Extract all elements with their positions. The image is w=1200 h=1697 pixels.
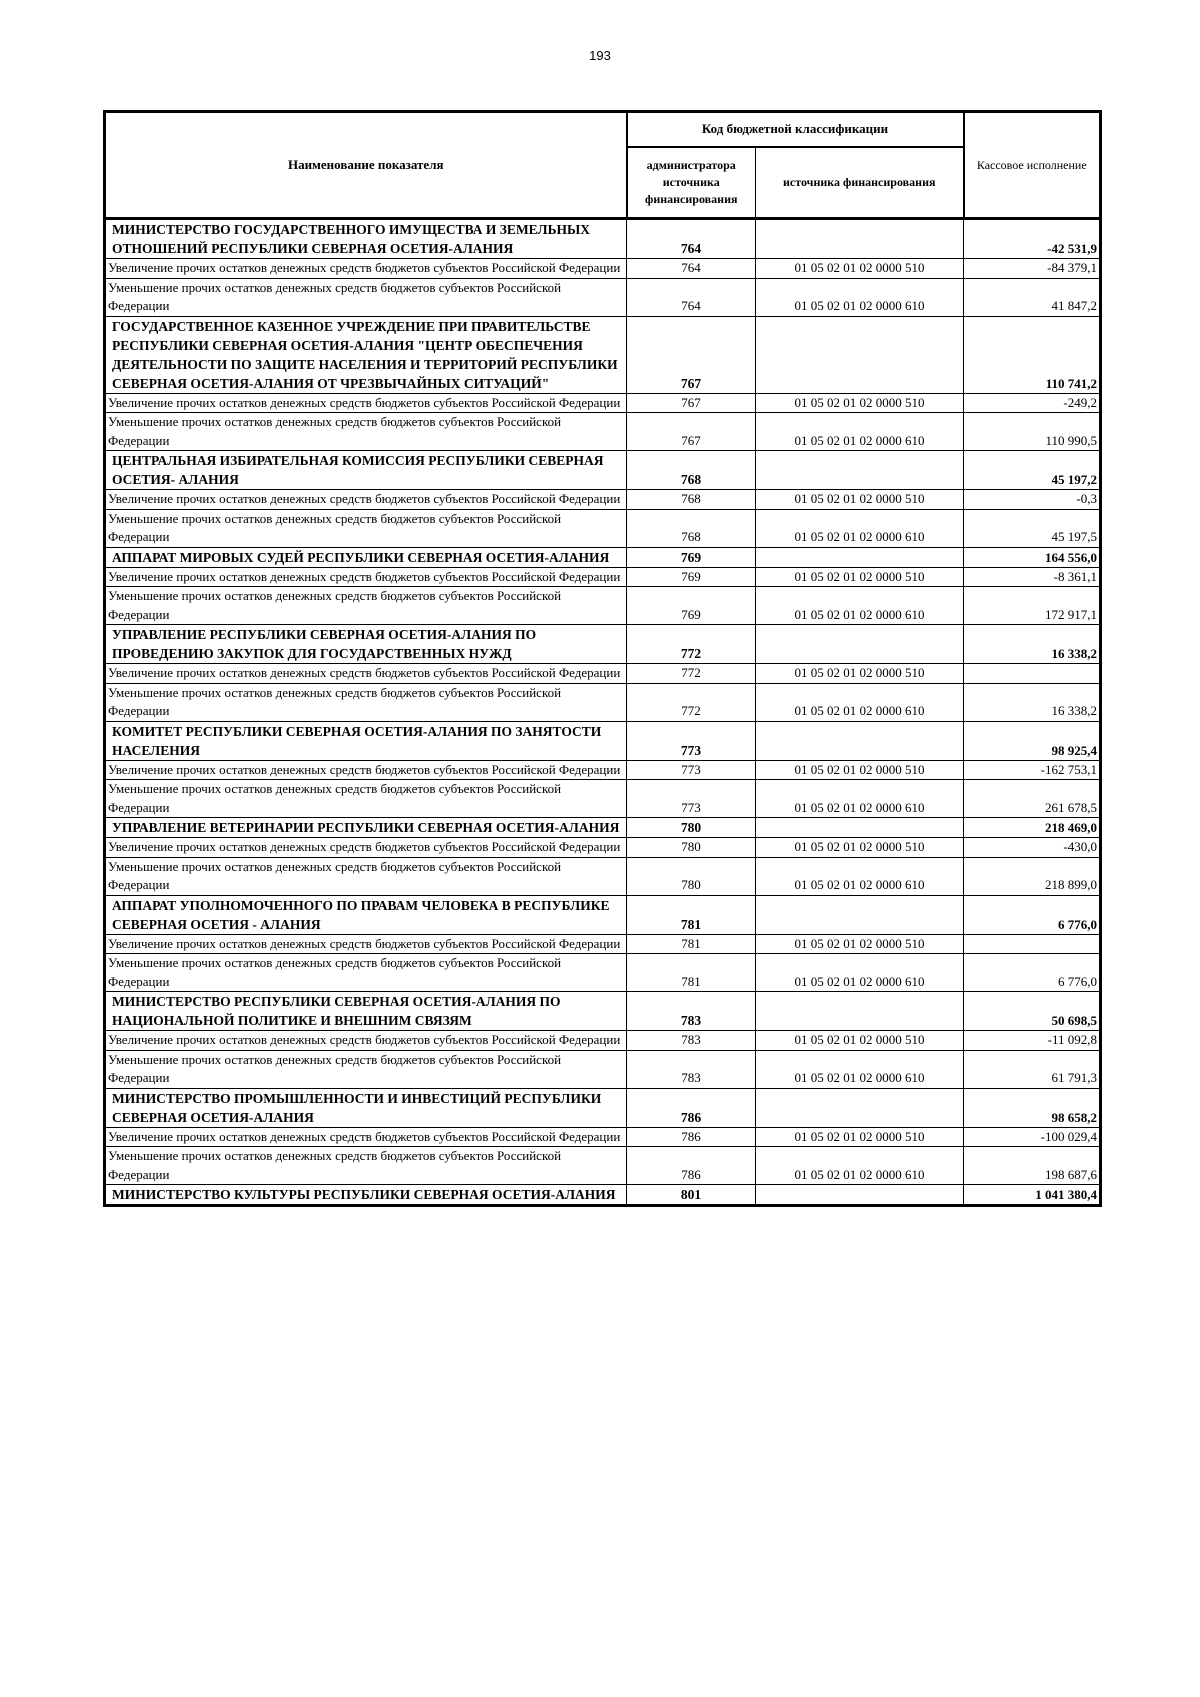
cell-indicator-name: Увеличение прочих остатков денежных средств бюджетов субъектов Российской Федерации	[105, 1031, 627, 1051]
cell-cash-execution: -11 092,8	[964, 1031, 1101, 1051]
cell-source-code: 01 05 02 01 02 0000 510	[756, 934, 964, 954]
cell-indicator-name: МИНИСТЕРСТВО КУЛЬТУРЫ РЕСПУБЛИКИ СЕВЕРНАЯ ОСЕТИЯ-АЛАНИЯ	[105, 1185, 627, 1206]
table-row-operation	[105, 393, 1101, 413]
cell-administrator-code: 772	[627, 625, 756, 664]
cell-indicator-name: Уменьшение прочих остатков денежных средств бюджетов субъектов Российской Федерации	[105, 278, 627, 316]
header-classification-code: Код бюджетной классификации	[627, 112, 964, 147]
table-row-operation	[105, 857, 1101, 895]
table-row-organization	[105, 451, 1101, 490]
cell-administrator-code: 764	[627, 278, 756, 316]
cell-administrator-code: 786	[627, 1127, 756, 1147]
budget-execution-table	[103, 110, 1102, 1207]
cell-cash-execution: 98 658,2	[964, 1088, 1101, 1127]
cell-indicator-name: Уменьшение прочих остатков денежных средств бюджетов субъектов Российской Федерации	[105, 780, 627, 818]
table-row-operation	[105, 413, 1101, 451]
cell-source-code: 01 05 02 01 02 0000 610	[756, 954, 964, 992]
cell-indicator-name: Уменьшение прочих остатков денежных средств бюджетов субъектов Российской Федерации	[105, 1050, 627, 1088]
table-row-organization	[105, 316, 1101, 393]
table-row-operation	[105, 278, 1101, 316]
cell-administrator-code: 772	[627, 664, 756, 684]
cell-administrator-code: 783	[627, 1031, 756, 1051]
cell-source-code	[756, 1088, 964, 1127]
cell-cash-execution: 6 776,0	[964, 895, 1101, 934]
cell-cash-execution: -0,3	[964, 490, 1101, 510]
table-row-operation	[105, 1127, 1101, 1147]
header-source-code: источника финансирования	[756, 147, 964, 219]
header-administrator-code: администратора источника финансирования	[627, 147, 756, 219]
cell-indicator-name: Уменьшение прочих остатков денежных средств бюджетов субъектов Российской Федерации	[105, 1147, 627, 1185]
cell-source-code: 01 05 02 01 02 0000 610	[756, 587, 964, 625]
table-row-operation	[105, 683, 1101, 721]
table-row-operation	[105, 838, 1101, 858]
cell-cash-execution: -162 753,1	[964, 760, 1101, 780]
cell-source-code: 01 05 02 01 02 0000 610	[756, 1050, 964, 1088]
cell-administrator-code: 780	[627, 857, 756, 895]
cell-indicator-name: Уменьшение прочих остатков денежных средств бюджетов субъектов Российской Федерации	[105, 587, 627, 625]
cell-indicator-name: Уменьшение прочих остатков денежных средств бюджетов субъектов Российской Федерации	[105, 683, 627, 721]
cell-administrator-code: 767	[627, 413, 756, 451]
cell-indicator-name: Уменьшение прочих остатков денежных средств бюджетов субъектов Российской Федерации	[105, 857, 627, 895]
cell-administrator-code: 768	[627, 490, 756, 510]
table-row-operation	[105, 1031, 1101, 1051]
cell-administrator-code: 781	[627, 895, 756, 934]
cell-cash-execution: -42 531,9	[964, 219, 1101, 259]
cell-indicator-name: Уменьшение прочих остатков денежных средств бюджетов субъектов Российской Федерации	[105, 509, 627, 547]
cell-indicator-name: МИНИСТЕРСТВО ПРОМЫШЛЕННОСТИ И ИНВЕСТИЦИЙ РЕСПУБЛИКИ СЕВЕРНАЯ ОСЕТИЯ-АЛАНИЯ	[105, 1088, 627, 1127]
cell-cash-execution: 261 678,5	[964, 780, 1101, 818]
cell-indicator-name: УПРАВЛЕНИЕ ВЕТЕРИНАРИИ РЕСПУБЛИКИ СЕВЕРНАЯ ОСЕТИЯ-АЛАНИЯ	[105, 818, 627, 838]
table-row-organization	[105, 895, 1101, 934]
cell-administrator-code: 780	[627, 818, 756, 838]
table-row-operation	[105, 934, 1101, 954]
page-number: 193	[589, 48, 611, 63]
cell-cash-execution: 50 698,5	[964, 992, 1101, 1031]
cell-source-code: 01 05 02 01 02 0000 510	[756, 838, 964, 858]
cell-cash-execution: 45 197,2	[964, 451, 1101, 490]
cell-administrator-code: 764	[627, 259, 756, 279]
cell-cash-execution: -249,2	[964, 393, 1101, 413]
table-row-operation	[105, 259, 1101, 279]
cell-administrator-code: 783	[627, 1050, 756, 1088]
cell-cash-execution: -430,0	[964, 838, 1101, 858]
cell-administrator-code: 801	[627, 1185, 756, 1206]
cell-source-code: 01 05 02 01 02 0000 610	[756, 857, 964, 895]
table-row-operation	[105, 954, 1101, 992]
table-row-operation	[105, 760, 1101, 780]
cell-source-code: 01 05 02 01 02 0000 510	[756, 490, 964, 510]
cell-source-code	[756, 547, 964, 567]
table-row-organization	[105, 1088, 1101, 1127]
cell-administrator-code: 786	[627, 1088, 756, 1127]
table-header	[105, 112, 1101, 219]
cell-indicator-name: Уменьшение прочих остатков денежных средств бюджетов субъектов Российской Федерации	[105, 954, 627, 992]
cell-indicator-name: Увеличение прочих остатков денежных средств бюджетов субъектов Российской Федерации	[105, 760, 627, 780]
cell-source-code: 01 05 02 01 02 0000 610	[756, 1147, 964, 1185]
cell-indicator-name: Увеличение прочих остатков денежных средств бюджетов субъектов Российской Федерации	[105, 490, 627, 510]
cell-indicator-name: МИНИСТЕРСТВО РЕСПУБЛИКИ СЕВЕРНАЯ ОСЕТИЯ-АЛАНИЯ ПО НАЦИОНАЛЬНОЙ ПОЛИТИКЕ И ВНЕШНИМ СВЯЗЯМ	[105, 992, 627, 1031]
table-row-operation	[105, 490, 1101, 510]
cell-administrator-code: 783	[627, 992, 756, 1031]
cell-indicator-name: МИНИСТЕРСТВО ГОСУДАРСТВЕННОГО ИМУЩЕСТВА И ЗЕМЕЛЬНЫХ ОТНОШЕНИЙ РЕСПУБЛИКИ СЕВЕРНАЯ ОСЕТИЯ-АЛАНИЯ	[105, 219, 627, 259]
cell-administrator-code: 773	[627, 760, 756, 780]
cell-cash-execution: -8 361,1	[964, 567, 1101, 587]
cell-cash-execution: 218 899,0	[964, 857, 1101, 895]
table-row-operation	[105, 587, 1101, 625]
cell-administrator-code: 781	[627, 934, 756, 954]
cell-administrator-code: 767	[627, 316, 756, 393]
cell-administrator-code: 768	[627, 509, 756, 547]
cell-indicator-name: АППАРАТ УПОЛНОМОЧЕННОГО ПО ПРАВАМ ЧЕЛОВЕКА В РЕСПУБЛИКЕ СЕВЕРНАЯ ОСЕТИЯ - АЛАНИЯ	[105, 895, 627, 934]
cell-indicator-name: Увеличение прочих остатков денежных средств бюджетов субъектов Российской Федерации	[105, 393, 627, 413]
cell-source-code: 01 05 02 01 02 0000 510	[756, 259, 964, 279]
cell-cash-execution: 45 197,5	[964, 509, 1101, 547]
cell-source-code	[756, 895, 964, 934]
cell-cash-execution: 6 776,0	[964, 954, 1101, 992]
cell-indicator-name: Уменьшение прочих остатков денежных средств бюджетов субъектов Российской Федерации	[105, 413, 627, 451]
cell-cash-execution: -84 379,1	[964, 259, 1101, 279]
cell-cash-execution: 172 917,1	[964, 587, 1101, 625]
cell-source-code: 01 05 02 01 02 0000 610	[756, 683, 964, 721]
cell-source-code	[756, 992, 964, 1031]
cell-cash-execution: 41 847,2	[964, 278, 1101, 316]
table-row-operation	[105, 780, 1101, 818]
header-indicator-name: Наименование показателя	[105, 112, 627, 219]
cell-cash-execution: 164 556,0	[964, 547, 1101, 567]
cell-cash-execution: 1 041 380,4	[964, 1185, 1101, 1206]
cell-cash-execution: 110 741,2	[964, 316, 1101, 393]
cell-administrator-code: 773	[627, 721, 756, 760]
table-row-organization	[105, 219, 1101, 259]
cell-source-code: 01 05 02 01 02 0000 610	[756, 509, 964, 547]
table-body	[105, 219, 1101, 1206]
cell-source-code: 01 05 02 01 02 0000 610	[756, 278, 964, 316]
cell-indicator-name: ЦЕНТРАЛЬНАЯ ИЗБИРАТЕЛЬНАЯ КОМИССИЯ РЕСПУБЛИКИ СЕВЕРНАЯ ОСЕТИЯ- АЛАНИЯ	[105, 451, 627, 490]
cell-indicator-name: ГОСУДАРСТВЕННОЕ КАЗЕННОЕ УЧРЕЖДЕНИЕ ПРИ ПРАВИТЕЛЬСТВЕ РЕСПУБЛИКИ СЕВЕРНАЯ ОСЕТИЯ-АЛАНИЯ "ЦЕНТР ОБЕСПЕЧЕНИЯ ДЕЯТЕЛЬНОСТИ ПО ЗАЩИТЕ НАСЕЛЕНИЯ И ТЕРРИТОРИЙ РЕСПУБЛИКИ СЕВЕРНАЯ ОСЕТИЯ-АЛАНИЯ ОТ ЧРЕЗВЫЧАЙНЫХ СИТУАЦИЙ"	[105, 316, 627, 393]
cell-source-code	[756, 219, 964, 259]
cell-source-code: 01 05 02 01 02 0000 510	[756, 567, 964, 587]
cell-indicator-name: Увеличение прочих остатков денежных средств бюджетов субъектов Российской Федерации	[105, 567, 627, 587]
cell-cash-execution: 198 687,6	[964, 1147, 1101, 1185]
table-row-organization	[105, 992, 1101, 1031]
cell-indicator-name: Увеличение прочих остатков денежных средств бюджетов субъектов Российской Федерации	[105, 259, 627, 279]
cell-source-code: 01 05 02 01 02 0000 510	[756, 393, 964, 413]
cell-administrator-code: 768	[627, 451, 756, 490]
cell-indicator-name: Увеличение прочих остатков денежных средств бюджетов субъектов Российской Федерации	[105, 664, 627, 684]
cell-indicator-name: Увеличение прочих остатков денежных средств бюджетов субъектов Российской Федерации	[105, 838, 627, 858]
cell-indicator-name: УПРАВЛЕНИЕ РЕСПУБЛИКИ СЕВЕРНАЯ ОСЕТИЯ-АЛАНИЯ ПО ПРОВЕДЕНИЮ ЗАКУПОК ДЛЯ ГОСУДАРСТВЕННЫХ НУЖД	[105, 625, 627, 664]
cell-administrator-code: 772	[627, 683, 756, 721]
table-row-organization	[105, 547, 1101, 567]
cell-administrator-code: 786	[627, 1147, 756, 1185]
cell-source-code: 01 05 02 01 02 0000 610	[756, 780, 964, 818]
table-row-operation	[105, 1050, 1101, 1088]
cell-indicator-name: АППАРАТ МИРОВЫХ СУДЕЙ РЕСПУБЛИКИ СЕВЕРНАЯ ОСЕТИЯ-АЛАНИЯ	[105, 547, 627, 567]
cell-indicator-name: Увеличение прочих остатков денежных средств бюджетов субъектов Российской Федерации	[105, 934, 627, 954]
cell-source-code	[756, 1185, 964, 1206]
table-row-organization	[105, 818, 1101, 838]
cell-cash-execution: 61 791,3	[964, 1050, 1101, 1088]
cell-administrator-code: 767	[627, 393, 756, 413]
table-row-operation	[105, 567, 1101, 587]
cell-cash-execution: -100 029,4	[964, 1127, 1101, 1147]
header-cash-execution: Кассовое исполнение	[964, 112, 1101, 219]
cell-cash-execution: 16 338,2	[964, 683, 1101, 721]
cell-administrator-code: 764	[627, 219, 756, 259]
cell-cash-execution: 16 338,2	[964, 625, 1101, 664]
cell-cash-execution	[964, 934, 1101, 954]
cell-indicator-name: КОМИТЕТ РЕСПУБЛИКИ СЕВЕРНАЯ ОСЕТИЯ-АЛАНИЯ ПО ЗАНЯТОСТИ НАСЕЛЕНИЯ	[105, 721, 627, 760]
cell-cash-execution: 110 990,5	[964, 413, 1101, 451]
cell-source-code: 01 05 02 01 02 0000 510	[756, 760, 964, 780]
cell-source-code	[756, 451, 964, 490]
table-row-operation	[105, 509, 1101, 547]
table-row-operation	[105, 1147, 1101, 1185]
cell-cash-execution: 218 469,0	[964, 818, 1101, 838]
cell-administrator-code: 769	[627, 547, 756, 567]
cell-administrator-code: 780	[627, 838, 756, 858]
cell-source-code	[756, 818, 964, 838]
cell-source-code	[756, 316, 964, 393]
cell-indicator-name: Увеличение прочих остатков денежных средств бюджетов субъектов Российской Федерации	[105, 1127, 627, 1147]
cell-administrator-code: 781	[627, 954, 756, 992]
cell-cash-execution: 98 925,4	[964, 721, 1101, 760]
cell-administrator-code: 773	[627, 780, 756, 818]
table-row-organization	[105, 625, 1101, 664]
cell-source-code: 01 05 02 01 02 0000 610	[756, 413, 964, 451]
cell-administrator-code: 769	[627, 567, 756, 587]
cell-source-code	[756, 625, 964, 664]
cell-administrator-code: 769	[627, 587, 756, 625]
cell-source-code	[756, 721, 964, 760]
table-row-organization	[105, 1185, 1101, 1206]
cell-source-code: 01 05 02 01 02 0000 510	[756, 1031, 964, 1051]
cell-cash-execution	[964, 664, 1101, 684]
cell-source-code: 01 05 02 01 02 0000 510	[756, 664, 964, 684]
cell-source-code: 01 05 02 01 02 0000 510	[756, 1127, 964, 1147]
table-row-operation	[105, 664, 1101, 684]
table-row-organization	[105, 721, 1101, 760]
